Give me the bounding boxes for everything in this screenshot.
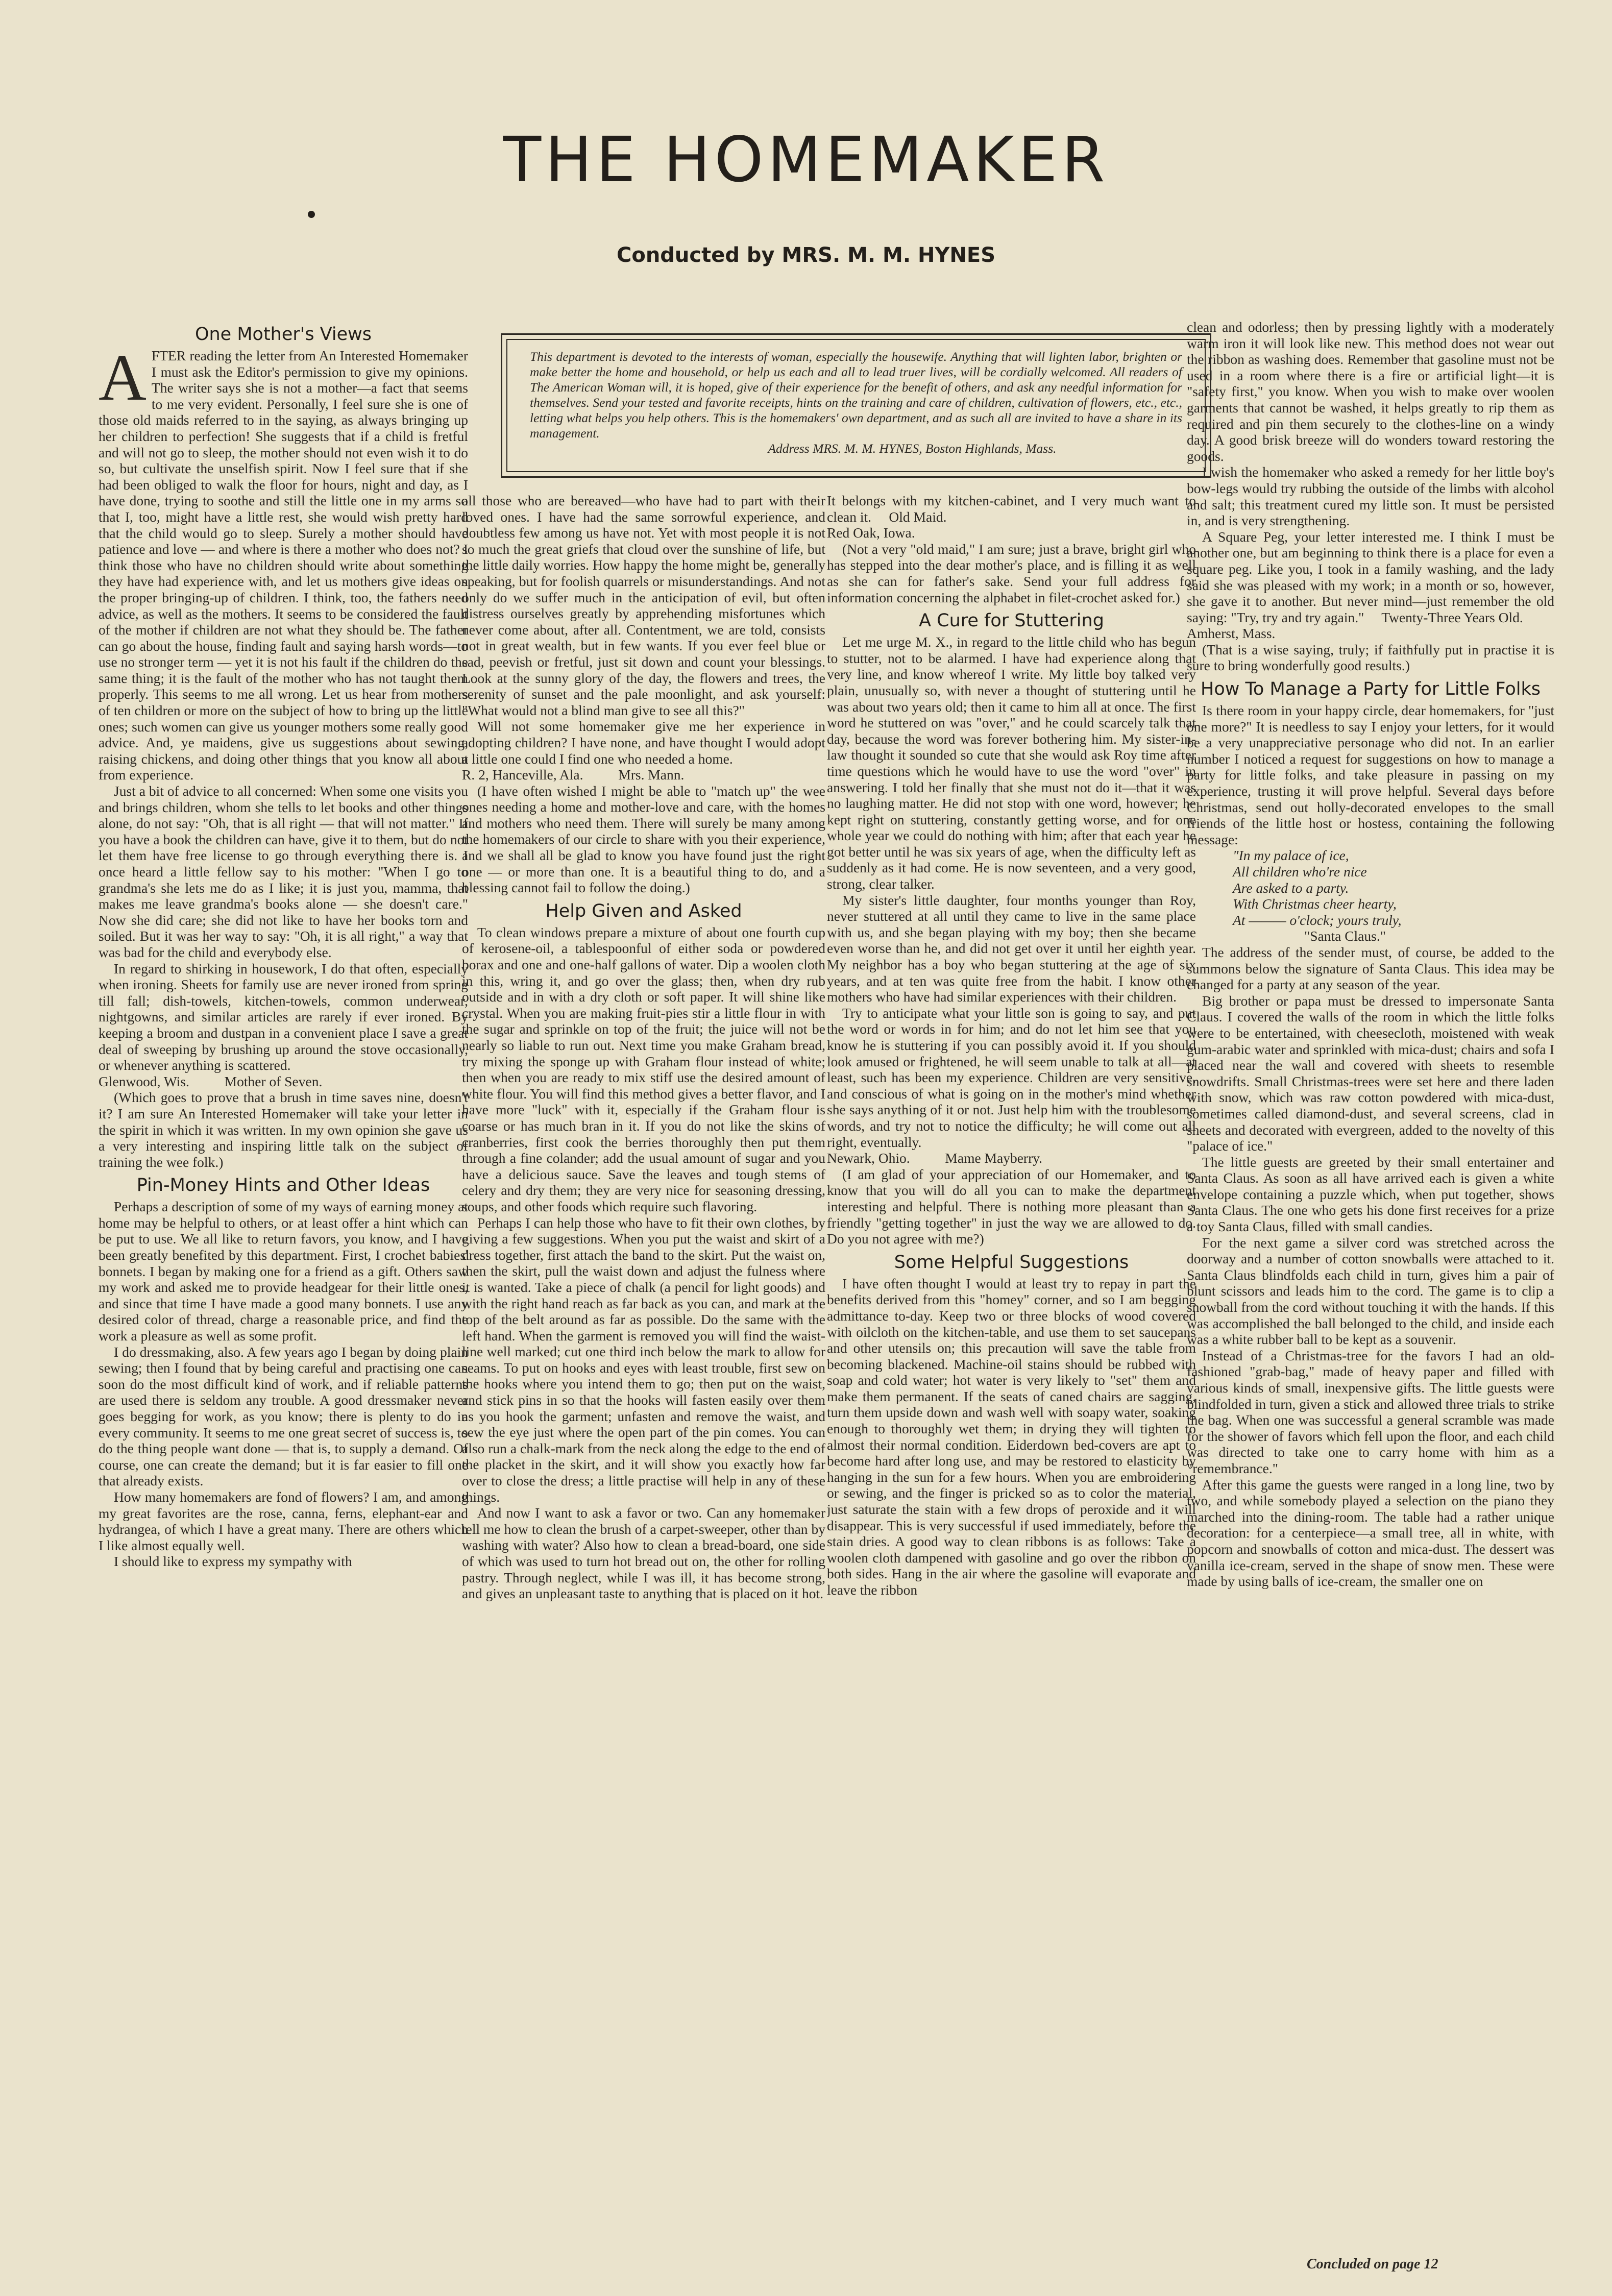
signature-line: R. 2, Hanceville, Ala. Mrs. Mann.: [462, 767, 685, 783]
article-paragraph: I wish the homemaker who asked a remedy for her little boy's bow-legs would try rubbing the outside of the limbs with alcohol and salt; this treatment cured my little son. It must be persisted in, and is very strengthening.: [1187, 464, 1554, 529]
signature-line: Newark, Ohio. Mame Mayberry.: [827, 1150, 1043, 1166]
editor-note: (That is a wise saying, truly; if faithfully put in practise it is sure to bring wonderfully good results.): [1187, 641, 1554, 674]
editor-note: (Not a very "old maid," I am sure; just a brave, bright girl who has stepped into the dear mother's place, and is filling it as well as she can for father's sake. Send your full address for information concerning the alphabet in filet-crochet asked for.): [827, 541, 1196, 605]
poem-line: With Christmas cheer hearty,: [1233, 896, 1397, 912]
heading-help-given-and-asked: Help Given and Asked: [545, 900, 742, 921]
editor-note: (Which goes to prove that a brush in time saves nine, doesn't it? I am sure An Interested Homemaker will take your letter in the spirit in which it was written. In my own opinion she gave us a very interesting and inspiring little talk on the subject of training the wee folk.): [99, 1089, 468, 1170]
article-paragraph: clean and odorless; then by pressing lightly with a moderately warm iron it will look like new. This method does not wear out the ribbon as washing does. Remember that gasoline must not be used in a room where there is a fire or artificial light—it is "safety first," you know. When you wish to make over woolen garments that cannot be washed, it helps greatly to rip them as required and pin them securely to the clothes-line on a windy day. A good brisk breeze will do wonders toward restoring the goods.: [1187, 319, 1554, 464]
article-paragraph: Perhaps a description of some of my ways of earning money at home may be helpful to others, or at least offer a hint which can be put to use. We all like to return favors, you know, and I have been greatly benefited by this department. First, I crochet babies' bonnets. I began by making one for a friend as a gift. Others saw my work and asked me to provide headgear for their little ones, and since that time I have made a good many bonnets. I use any desired color of thread, charge a reasonable price, and find the work a pleasure as well as some profit.: [99, 1199, 468, 1344]
poem-line: "Santa Claus.": [1304, 928, 1386, 944]
article-paragraph: How many homemakers are fond of flowers? I am, and among my great favorites are the rose, canna, ferns, elephant-ear and hydrangea, of which I have a great many. There are others which I like almost equally well.: [99, 1488, 468, 1553]
poem-line: Are asked to a party.: [1233, 880, 1349, 896]
column-3: [827, 493, 1196, 2274]
article-paragraph: After this game the guests were ranged in a long line, two by two, and while somebody played a selection on the piano they marched into the dining-room. The table had a rather unique decoration: for a centerpiece—a small tree, all in white, with popcorn and snowballs of cotton and mica-dust. The dessert was vanilla ice-cream, served in the shape of snow men. These were made by using balls of ice-cream, the smaller one on: [1187, 1476, 1554, 1590]
article-paragraph: It belongs with my kitchen-cabinet, and I very much want to clean it. Old Maid.: [827, 493, 1196, 525]
bullet-mark: [308, 211, 315, 218]
article-paragraph: Instead of a Christmas-tree for the favors I had an old-fashioned "grab-bag," made of heavy paper and filled with various kinds of small, inexpensive gifts. The little guests were blindfolded in turn, given a stick and allowed three trials to strike the bag. When one was successful a general scramble was made for the shower of favors which fell upon the floor, and each child was directed to take one to carry home with him as a "remembrance.": [1187, 1347, 1554, 1476]
article-paragraph: Big brother or papa must be dressed to impersonate Santa Claus. I covered the walls of the room in which the little folks were to be entertained, with cheesecloth, moistened with weak gum-arabic water and sprinkled with mica-dust; chairs and sofa I placed near the wall and covered with sheets to resemble snowdrifts. Small Christmas-trees were set here and there laden with snow, which was raw cotton powdered with mica-dust, sometimes called diamond-dust, and several screens, clad in sheets and decorated with evergreen, added to the novelty of this "palace of ice.": [1187, 992, 1554, 1154]
continued-note: Concluded on page 12: [1307, 2256, 1438, 2272]
column-2: [462, 493, 825, 2274]
article-paragraph: Perhaps I can help those who have to fit their own clothes, by giving a few suggestions. When you put the waist and skirt of a dress together, first attach the band to the skirt. Put the waist on, then the skirt, pull the waist down and adjust the fulness where it is wanted. Take a piece of chalk (a pencil for light goods) and with the right hand reach as far back as you can, and mark at the top of the belt around as far as possible. Do the same with the left hand. When the garment is removed you will find the waist-line well marked; cut one third inch below the mark to allow for seams. To put on hooks and eyes with least trouble, first sew on the hooks where you intend them to go; then put on the waist, and stick pins in so that the hooks will fasten easily over them as you hook the garment; unfasten and remove the waist, and sew the eye just where the open part of the pin comes. You can also run a chalk-mark from the neck along the edge to the end of the placket in the skirt, and it will show you exactly how far over to close the dress; a little practise will help in any of these things.: [462, 1214, 825, 1505]
article-paragraph: I have often thought I would at least try to repay in part the benefits derived from this "homey" corner, and so I am begging admittance to-day. Keep two or three blocks of wood covered with oilcloth on the kitchen-table, and use them to set saucepans and other utensils on; this precaution will save the table from becoming blackened. Machine-oil stains should be rubbed with soap and cold water; hot water is very likely to "set" them and make them permanent. If the seats of caned chairs are sagging, turn them upside down and wash well with soapy water, soaking enough to thoroughly wet them; in drying they will tighten to almost their normal condition. Eiderdown bed-covers are apt to become hard after long use, and may be restored to elasticity by hanging in the sun for a few hours. When you are embroidering or sewing, and the finger is pricked so as to color the material, just saturate the stain with a few drops of peroxide and it will disappear. This is very successful if used immediately, before the stain dries. A good way to clean ribbons is as follows: Take a woolen cloth dampened with gasoline and go over the ribbon on both sides. Hang in the air where the gasoline will evaporate and leave the ribbon: [827, 1275, 1196, 1598]
article-paragraph: Will not some homemaker give me her experience in adopting children? I have none, and have thought I would adopt a little one could I find one who needed a home.: [462, 718, 825, 767]
article-paragraph: A Square Peg, your letter interested me. I think I must be another one, but am beginning to think there is a place for even a square peg. Like you, I took in a family washing, and the lady said she was pleased with my work; in a month or so, however, she gave it to another. But never mind—just remember the old saying: "Try, try and try again." Twenty-Three Years Old.: [1187, 528, 1554, 625]
poem-line: "In my palace of ice,: [1233, 847, 1349, 864]
article-paragraph: Try to anticipate what your little son is going to say, and put the word or words in for him; and do not let him see that you know he is stuttering if you can possibly avoid it. If you should look amused or frightened, he will seem unable to talk at all—at least, such has been my experience. Children are very sensitive, and conscious of what is going on in the mother's mind whether she says anything of it or not. Just help him with the troublesome words, and try not to notice the difficulty; he will come out all right, eventually.: [827, 1005, 1196, 1150]
article-paragraph: My sister's little daughter, four months younger than Roy, never stuttered at all until they came to live in the same place with us, and she began playing with my boy; then she became even worse than he, and did not get over it until her eighth year. My neighbor has a boy who began stuttering at the age of six years, and at ten was quite free from the habit. I know other mothers who have had similar experiences with their children.: [827, 892, 1196, 1005]
article-paragraph: For the next game a silver cord was stretched across the doorway and a number of cotton snowballs were attached to it. Santa Claus blindfolds each child in turn, gives him a pair of blunt scissors and leads him to the cord. The game is to clip a snowball from the cord without touching it with the hands. If this was accomplished the ball belonged to the child, and inside each was a white rubber ball to be kept as a souvenir.: [1187, 1234, 1554, 1348]
heading-party-for-little-folks: How To Manage a Party for Little Folks: [1201, 679, 1541, 700]
article-paragraph: To clean windows prepare a mixture of about one fourth cup of kerosene-oil, a tablespoonful of either soda or powdered borax and one and one-half gallons of water. Dip a woolen cloth in this, wring it, and go over the glass; then, when dry rub outside and in with a dry cloth or soft paper. It will shine like crystal. When you are making fruit-pies stir a little flour in with the sugar and sprinkle on top of the fruit; the juice will not be nearly so liable to run out. Next time you make Graham bread, try mixing the sponge up with Graham flour instead of white; then when you are ready to mix stiff use the desired amount of white flour. You will find this method gives a better flavor, and I have more "luck" with it, especially if the Graham flour is coarse or has much bran in it. If you do not like the skins of cranberries, first cook the berries thoroughly then put them through a fine colander; add the usual amount of sugar and you have a delicious sauce. Save the leaves and tough stems of celery and dry them; they are very nice for seasoning dressing, soups, and other foods which require such flavoring.: [462, 924, 825, 1214]
article-paragraph: I do dressmaking, also. A few years ago I began by doing plain sewing; then I found that by being careful and practising one can soon do the most difficult kind of work, and if reliable patterns are used there is seldom any trouble. A good dressmaker never goes begging for work, as you know; there is plenty to do in every community. It seems to me one great secret of success is, to do the thing people want done — that is, to supply a demand. Of course, one can create the demand; but it is far easier to fill one that already exists.: [99, 1344, 468, 1489]
article-paragraph: The little guests are greeted by their small entertainer and Santa Claus. As soon as all have arrived each is given a white envelope containing a puzzle which, when put together, shows Santa Claus. The one who gets his done first receives for a prize a toy Santa Claus, filled with small candies.: [1187, 1154, 1554, 1235]
signature-line: Red Oak, Iowa.: [827, 525, 915, 541]
drop-cap: A: [99, 341, 146, 414]
article-paragraph: I should like to express my sympathy with: [114, 1553, 352, 1570]
heading-helpful-suggestions: Some Helpful Suggestions: [894, 1252, 1129, 1273]
article-paragraph: all those who are bereaved—who have had to part with their loved ones. I have had the same sorrowful experience, and doubtless few among us have not. Yet with most people it is not so much the great griefs that cloud over the sunshine of life, but the little daily worries. How happy the home might be, generally speaking, but for foolish quarrels or misunderstandings. And not only do we suffer much in the anticipation of evil, but often distress ourselves greatly by apprehending misfortunes which never come about, after all. Contentment, we are told, consists not in great wealth, but in few wants. If you ever feel blue or sad, peevish or fretful, just sit down and count your blessings. Look at the sunny glory of the day, the flowers and trees, the serenity of sunset and the pale moonlight, and ask yourself: "What would not a blind man give to see all this?": [462, 493, 825, 718]
article-paragraph: And now I want to ask a favor or two. Can any homemaker tell me how to clean the brush of a carpet-sweeper, other than by washing with water? Also how to clean a bread-board, one side of which was used to turn hot bread out on, the other for rolling pastry. Through neglect, while I was ill, it has become strong, and gives an unpleasant taste to anything that is placed on it hot.: [462, 1505, 825, 1602]
notice-text: This department is devoted to the interests of woman, especially the housewife. Anything that will lighten labor, brighten or make better the home and household, or help us each and all to lead truer lives, will be cordially welcomed. All readers of The American Woman will, it is hoped, give of their experience for the benefit of others, and ask any needful information for themselves. Send your tested and favorite receipts, hints on the training and care of children, cultivation of flowers, etc., etc., letting what helps you help others. This is the homemakers' own department, and as such all are invited to have a share in its management.: [530, 349, 1182, 441]
article-paragraph: Is there room in your happy circle, dear homemakers, for "just one more?" It is needless to say I enjoy your letters, for it would be a very unappreciative personage who did not. In an earlier number I noticed a request for suggestions on how to manage a party for little folks, and take pleasure in passing on my experience, trusting it will prove helpful. Several days before Christmas, send out holly-decorated envelopes to the small friends of the little host or hostess, containing the following message:: [1187, 702, 1554, 847]
heading-cure-for-stuttering: A Cure for Stuttering: [919, 610, 1104, 631]
notice-inner-box: [506, 339, 1206, 472]
poem-line: All children who're nice: [1233, 864, 1367, 880]
heading-one-mothers-views: One Mother's Views: [194, 324, 372, 345]
editor-note: (I have often wished I might be able to "match up" the wee ones needing a home and mother-love and care, with the homes and mothers who need them. There will surely be many among the homemakers of our circle to share with you their experience, and we shall all be glad to know you have found just the right one — or more than one. It is a beautiful thing to do, and a blessing cannot fail to follow the doing.): [462, 783, 825, 896]
editor-note: (I am glad of your appreciation of our Homemaker, and to know that you will do all you can to make the department interesting and helpful. There is nothing more pleasant than a friendly "getting together" in just the way we are allowed to do. Do you not agree with me?): [827, 1166, 1196, 1247]
poem-line: At ——— o'clock; yours truly,: [1233, 912, 1402, 928]
column-4: [1187, 319, 1554, 2274]
notice-address: Address MRS. M. M. HYNES, Boston Highlands, Mass.: [768, 441, 1057, 456]
page-title: THE HOMEMAKER: [503, 124, 1109, 196]
department-notice: [501, 333, 1211, 478]
article-paragraph: Let me urge M. X., in regard to the little child who has begun to stutter, not to be alarmed. I have had experience along that very line, and know whereof I write. My little boy talked very plain, unusually so, with never a thought of stuttering until he was about two years old; then it came to him all at once. The first word he stuttered on was "over," and he could scarcely talk that day, because the word was forever bothering him. My sister-in-law thought it sounded so cute that she would ask Roy time after time questions which he would have to use the word "over" in answering. I told her finally that she must not do it—that it was no laughing matter. He did not stop with one word, however; he kept right on stuttering, constantly getting worse, and for one whole year we could do nothing with him; after that each year he got better until he was six years of age, when the difficulty left as suddenly as it had come. He is now seventeen, and a very good, strong, clear talker.: [827, 634, 1196, 892]
article-paragraph: Just a bit of advice to all concerned: When some one visits you and brings children, whom she tells to let books and other things alone, do not say: "Oh, that is all right — that will not matter." If you have a book the children can have, give it to them, but do not let them have free license to go through everything there is. I once heard a little fellow say to his mother: "When I go to grandma's she lets me do as I like; it is just you, mamma, that makes me leave grandma's books alone — she doesn't care." Now she did care; she did not like to have her books torn and soiled. But it was her way to say: "Oh, it is all right," a way that was bad for the child and everybody else.: [99, 783, 468, 960]
conducted-by: Conducted by MRS. M. M. HYNES: [616, 243, 995, 267]
article-paragraph: The address of the sender must, of course, be added to the summons below the signature of Santa Claus. This idea may be changed for a party at any season of the year.: [1187, 944, 1554, 993]
article-paragraph: In regard to shirking in housework, I do that often, especially when ironing. Sheets for family use are never ironed from spring till fall; dish-towels, kitchen-towels, common underwear, nightgowns, and similar articles are rarely if ever ironed. By keeping a broom and dustpan in a convenient place I save a great deal of sweeping by brushing up around the stove occasionally, or whenever anything is scattered.: [99, 960, 468, 1073]
article-paragraph: AFTER reading the letter from An Interested Homemaker I must ask the Editor's permission to give my opinions. The writer says she is not a mother—a fact that seems to me very evident. Personally, I feel sure she is one of those old maids referred to in the saying, as always bringing up her children to perfection! She suggests that if a child is fretful and will not go to sleep, the mother should not even wish it to do so, but cultivate the unselfish spirit. Now I feel sure that if she had been obliged to walk the floor for hours, night and day, as I have done, trying to soothe and still the little one in my arms so that I, too, might have a little rest, she would wish pretty hard that the child would go to sleep. Surely a mother should have patience and love — and where is there a mother who does not? I think those who have no children should write about something they have had experience with, and let us mothers give ideas on the proper bringing-up of children. I think, too, the fathers need advice, as well as the mothers. It seems to be considered the fault of the mother if children are not what they should be. The father can go about the house, finding fault and saying harsh words—to use no stronger term — yet it is not his fault if the children do the same thing; it is the fault of the mother who has not taught them properly. This seems to me all wrong. Let us hear from mothers of ten children or more on the subject of how to bring up the little ones; such women can give us younger mothers some really good advice. And, ye maidens, give us suggestions about sewing, raising chickens, and doing other things that you know all about from experience.: [99, 341, 468, 783]
signature-line: Amherst, Mass.: [1187, 625, 1276, 642]
column-1: [99, 319, 468, 2274]
heading-pin-money-hints: Pin-Money Hints and Other Ideas: [136, 1175, 430, 1196]
signature-line: Glenwood, Wis. Mother of Seven.: [99, 1073, 323, 1089]
